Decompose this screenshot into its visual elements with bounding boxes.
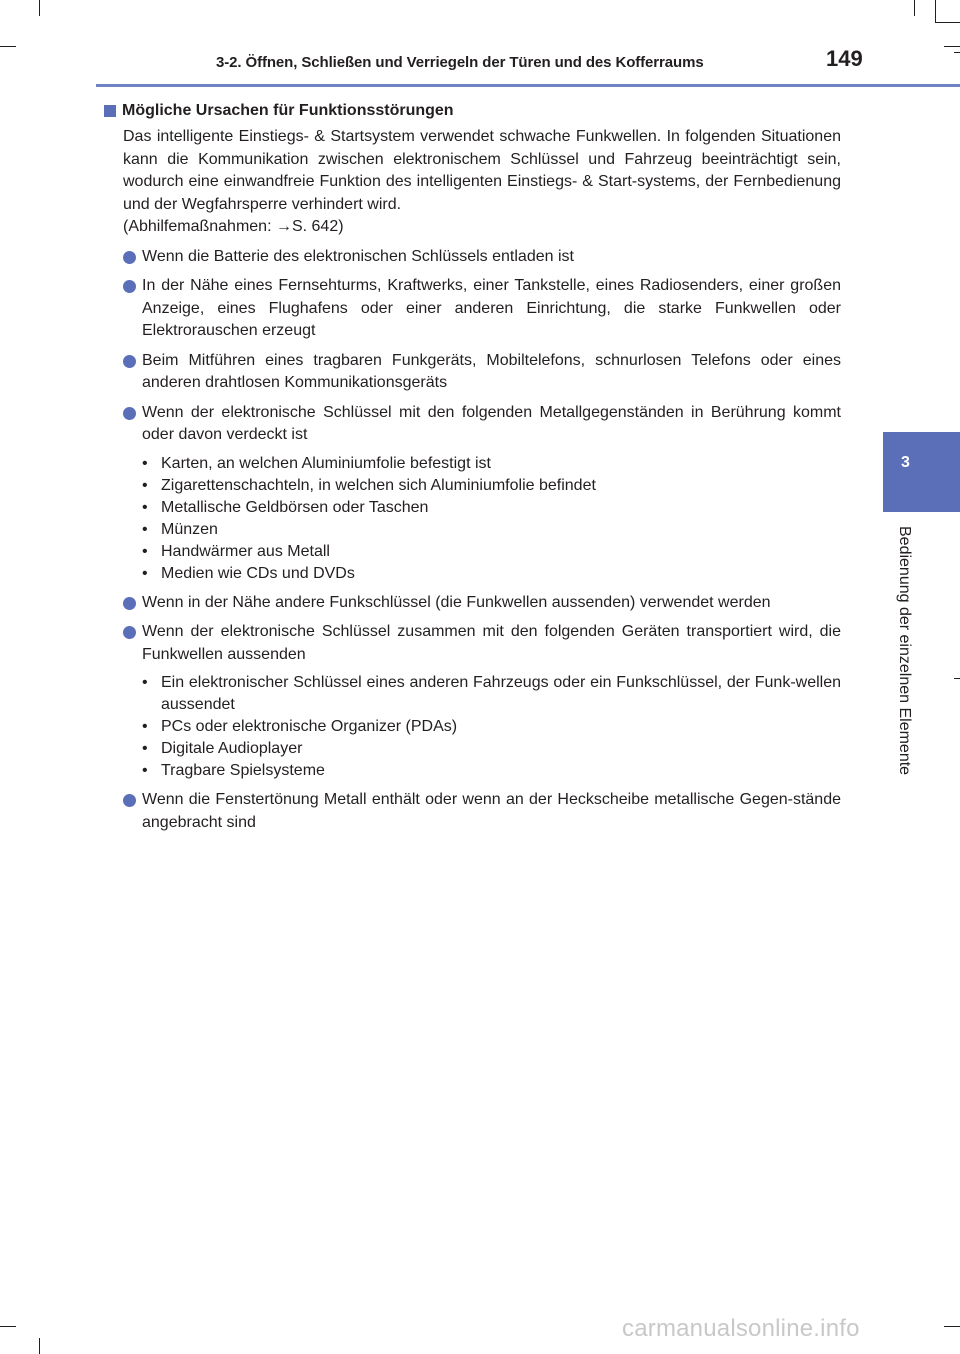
crop-mark <box>39 1338 40 1354</box>
list-item-body <box>142 789 841 834</box>
list-item-text: Wenn der elektronische Schlüssel mit den folgenden Metallgegenständen in Berührung kommt oder davon verdeckt ist <box>142 403 841 443</box>
sub-list-item <box>104 716 841 738</box>
list-item <box>104 592 841 615</box>
chapter-tab <box>883 432 960 512</box>
circle-bullet-icon <box>123 597 136 610</box>
sub-list <box>104 672 841 782</box>
crop-mark <box>935 0 936 22</box>
sub-bullet-marker: • <box>142 520 148 538</box>
section-title: Mögliche Ursachen für Funktionsstörungen <box>122 102 454 119</box>
remedy-reference: (Abhilfemaßnahmen: →S. 642) <box>123 218 344 235</box>
header-rule <box>96 84 960 87</box>
sub-list-item-text: Ein elektronischer Schlüssel eines anderen Fahrzeugs oder ein Funkschlüssel, der Funk-wellen aussendet <box>161 674 841 713</box>
crop-mark <box>39 0 40 16</box>
list-item-text: Wenn der elektronische Schlüssel zusammen mit den folgenden Geräten transportiert wird, die Funkwellen aussenden <box>142 623 841 663</box>
crop-mark <box>0 1326 16 1327</box>
crop-mark <box>944 46 960 47</box>
sub-bullet-marker: • <box>142 762 148 779</box>
list-item-text: Beim Mitführen eines tragbaren Funkgeräts, Mobiltelefons, schnurlosen Telefons oder eines anderen drahtlosen Kommunikationsgeräts <box>142 351 841 391</box>
sub-bullet-marker: • <box>142 674 148 691</box>
circle-bullet-icon <box>123 794 136 807</box>
sub-list-item <box>104 497 841 519</box>
list-item <box>104 350 841 395</box>
circle-bullet-icon <box>123 626 136 639</box>
chapter-label: Bedienung der einzelnen Elemente <box>896 526 913 776</box>
circle-bullet-icon <box>123 280 136 293</box>
sub-list-item-text: PCs oder elektronische Organizer (PDAs) <box>161 718 458 735</box>
sub-bullet-marker: • <box>142 476 148 494</box>
circle-bullet-icon <box>123 355 136 368</box>
sub-list-item-text: Münzen <box>161 520 218 538</box>
crop-mark <box>954 678 960 679</box>
list-item <box>104 621 841 782</box>
list-item <box>104 275 841 343</box>
list-item-body <box>142 621 841 782</box>
sub-bullet-marker: • <box>142 454 148 472</box>
crop-mark <box>914 0 915 16</box>
section-heading <box>104 98 841 124</box>
sub-bullet-marker: • <box>142 718 148 735</box>
sub-bullet-marker: • <box>142 542 148 560</box>
sub-list-item-text: Handwärmer aus Metall <box>161 542 330 560</box>
page-header-title: 3-2. Öffnen, Schließen und Verriegeln der Türen und des Kofferraums <box>216 54 704 71</box>
intro-paragraph: Das intelligente Einstiegs- & Startsystem verwendet schwache Funkwellen. In folgenden Situationen kann die Kommunikation zwischen elektronischem Schlüssel und Fahrzeug beeinträchtigt sein, wodurch eine einwandfreie Funktion des intelligenten Einstiegs- & Start-systems, der Fernbedienung und der Wegfahrsperre verhindert wird. <box>123 128 841 213</box>
crop-mark <box>944 1326 960 1327</box>
watermark: carmanualsonline.info <box>622 1315 860 1342</box>
sub-list-item-text: Metallische Geldbörsen oder Taschen <box>161 498 429 516</box>
list-item <box>104 246 841 269</box>
sub-list-item <box>104 563 841 585</box>
list-item-text: In der Nähe eines Fernsehturms, Kraftwerks, einer Tankstelle, eines Radiosenders, einer großen Anzeige, eines Flughafens oder einer anderen Einrichtung, die starke Funkwellen oder Elektrorauschen erzeugt <box>142 277 841 339</box>
sub-list-item <box>104 760 841 782</box>
square-bullet-icon <box>104 105 116 117</box>
list-item-text: Wenn die Fenstertönung Metall enthält oder wenn an der Heckscheibe metallische Gegen-stände angebracht sind <box>142 791 841 831</box>
circle-bullet-icon <box>123 407 136 420</box>
sub-list-item-text: Medien wie CDs und DVDs <box>161 564 355 582</box>
sub-list-item-text: Karten, an welchen Aluminiumfolie befestigt ist <box>161 454 491 472</box>
list-item-body <box>142 350 841 395</box>
bullet-list <box>104 246 841 835</box>
list-item-text: Wenn in der Nähe andere Funkschlüssel (die Funkwellen aussenden) verwendet werden <box>142 593 771 611</box>
sub-list-item <box>104 519 841 541</box>
list-item-body <box>142 592 841 615</box>
sub-list-item-text: Tragbare Spielsysteme <box>161 762 325 779</box>
list-item-body <box>142 246 841 269</box>
sub-list-item <box>104 541 841 563</box>
list-item-text: Wenn die Batterie des elektronischen Schlüssels entladen ist <box>142 247 574 265</box>
list-item <box>104 402 841 585</box>
list-item-body <box>142 275 841 343</box>
sub-list <box>104 453 841 585</box>
sub-list-item <box>104 453 841 475</box>
sub-bullet-marker: • <box>142 564 148 582</box>
sub-bullet-marker: • <box>142 498 148 516</box>
sub-list-item <box>104 475 841 497</box>
crop-mark <box>935 22 960 23</box>
sub-list-item-text: Digitale Audioplayer <box>161 740 303 757</box>
circle-bullet-icon <box>123 251 136 264</box>
chapter-number: 3 <box>901 454 910 471</box>
list-item <box>104 789 841 834</box>
crop-mark <box>0 46 16 47</box>
list-item-body <box>142 402 841 585</box>
sub-list-item <box>104 738 841 760</box>
sub-bullet-marker: • <box>142 740 148 757</box>
crop-mark <box>954 52 960 53</box>
main-content <box>104 98 841 834</box>
sub-list-item-text: Zigarettenschachteln, in welchen sich Aluminiumfolie befindet <box>161 476 596 494</box>
page-number: 149 <box>826 46 863 71</box>
sub-list-item <box>104 672 841 716</box>
